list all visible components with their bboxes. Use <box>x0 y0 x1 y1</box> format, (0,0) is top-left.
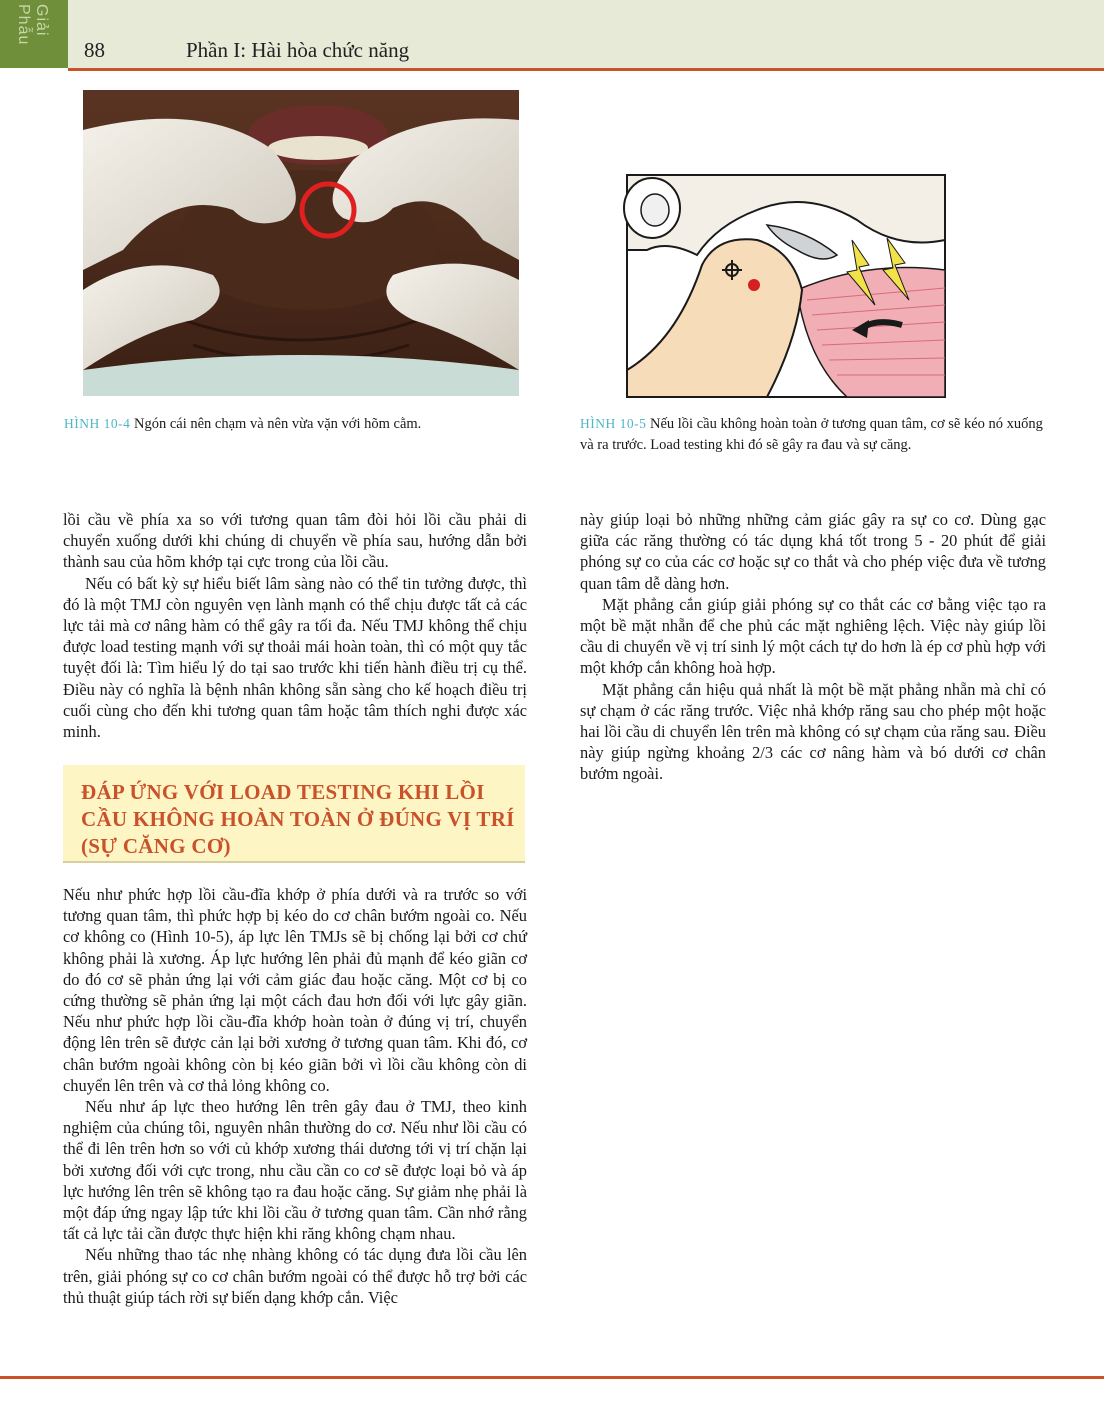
header-divider <box>68 68 1104 71</box>
caption-text: Nếu lồi cầu không hoàn toàn ở tương quan tâm, cơ sẽ kéo nó xuống và ra trước. Load testing khi đó sẽ gây ra đau và sự căng. <box>580 416 1043 453</box>
figure-label: HÌNH 10-5 <box>580 416 647 431</box>
figure-label: HÌNH 10-4 <box>64 416 131 431</box>
paragraph: Mặt phẳng cắn hiệu quả nhất là một bề mặt phẳng nhẵn mà chỉ có sự chạm ở các răng trước. Việc nhả khớp răng sau cho phép một hoặc hai lồi cầu di chuyển lên trên mà không có sự chạm của răng sau. Điều này giúp ngừng khoảng 2/3 các cơ nâng hàm và bó dưới cơ chân bướm ngoài. <box>580 679 1046 784</box>
paragraph: lồi cầu về phía xa so với tương quan tâm đòi hỏi lồi cầu phải di chuyển xuống dưới khi chúng di chuyển về phía sau, hướng dẫn bởi thành sau của hõm khớp tại cực trong của lồi cầu. <box>63 510 527 572</box>
clinical-photo-illustration <box>83 90 519 396</box>
paragraph: Nếu có bất kỳ sự hiểu biết lâm sàng nào có thể tin tưởng được, thì đó là một TMJ còn nguyên vẹn lành mạnh có thể chịu được tất cả các lực tải mà cơ nâng hàm có thể gây ra tối đa. Nếu TMJ không thể chịu được load testing mạnh với sự thoải mái hoàn toàn, thì có một quy tắc tuyệt đối là: Tìm hiểu lý do tại sao trước khi tiến hành điều trị cụ thể. Điều này có nghĩa là bệnh nhân không sẵn sàng cho kế hoạch điều trị cuối cùng cho đến khi tương quan tâm hoặc tâm thích nghi được xác minh. <box>63 573 527 742</box>
figure-10-5-diagram <box>607 170 947 400</box>
page-number: 88 <box>84 38 105 62</box>
footer-divider <box>0 1376 1104 1379</box>
paragraph: Mặt phẳng cắn giúp giải phóng sự co thắt các cơ bằng việc tạo ra một bề mặt nhẵn để che phủ các mặt nghiêng lệch. Việc này giúp lồi cầu di chuyển về vị trí sinh lý một cách tự do hơn là ép cơ phù hợp với một khớp cắn không hoà hợp. <box>580 594 1046 678</box>
caption-text: Ngón cái nên chạm và nên vừa vặn với hõm cằm. <box>134 416 422 432</box>
figure-10-4-caption <box>64 413 524 435</box>
tmj-diagram-illustration <box>607 170 947 400</box>
right-column <box>580 509 1046 785</box>
side-tab-label: Giải Phẫu <box>15 4 50 46</box>
left-column-top <box>63 509 527 742</box>
paragraph: Nếu những thao tác nhẹ nhàng không có tác dụng đưa lồi cầu lên trên, giải phóng sự co cơ chân bướm ngoài có thể được hỗ trợ bởi các thủ thuật giúp tách rời sự biến dạng khớp cắn. Việc <box>63 1245 527 1307</box>
running-head: Phần I: Hài hòa chức năng <box>186 38 410 62</box>
page-header <box>0 0 1104 68</box>
paragraph: Nếu như phức hợp lồi cầu-đĩa khớp ở phía dưới và ra trước so với tương quan tâm, thì phức hợp bị kéo do cơ chân bướm ngoài co. Nếu cơ không co (Hình 10-5), áp lực lên TMJs sẽ bị chống lại bởi cơ chứ không phải là xương. Áp lực hướng lên phải đủ mạnh để kéo giãn cơ do đó cơ sẽ phản ứng lại với cảm giác đau hoặc căng. Một cơ bị co cứng thường sẽ phản ứng lại một cách đau hơn đối với lực gây giãn. Nếu như phức hợp lồi cầu-đĩa khớp hoàn toàn ở đúng vị trí, chuyển động lên trên sẽ được cản lại bởi xương ở tương quan tâm. Khi đó, cơ chân bướm ngoài không còn bị kéo giãn bởi vì lồi cầu không còn di chuyển lên trên và cơ thả lỏng không co. <box>63 885 527 1095</box>
left-column-bottom <box>63 884 527 1308</box>
section-heading: ĐÁP ỨNG VỚI LOAD TESTING KHI LỒI CẦU KHÔNG HOÀN TOÀN Ở ĐÚNG VỊ TRÍ (SỰ CĂNG CƠ) <box>81 780 515 858</box>
figure-10-4-photo <box>83 90 519 396</box>
section-side-tab <box>0 0 68 68</box>
figure-10-5-caption <box>580 413 1050 456</box>
paragraph: Nếu như áp lực theo hướng lên trên gây đau ở TMJ, theo kinh nghiệm của chúng tôi, nguyên nhân thường do cơ. Nếu như lồi cầu có thể đi lên trên hơn so với củ khớp xương thái dương tới vị trí chặn lại bởi xương đối với cực trong, nhu cầu cần co cơ sẽ được loại bỏ và áp lực hướng lên trên sẽ không tạo ra đau hoặc căng. Sự giảm nhẹ phải là một đáp ứng ngay lập tức khi lồi cầu ở tương quan tâm. Cần nhớ rằng tất cả lực tải cần được thực hiện khi răng không chạm nhau. <box>63 1097 527 1244</box>
section-heading-callout <box>63 765 525 863</box>
paragraph: này giúp loại bỏ những những cảm giác gây ra sự co cơ. Dùng gạc giữa các răng thường có tác dụng khá tốt trong 5 - 20 phút để giải phóng sự co của các cơ hoặc sự co thắt và cho phép việc đưa về tương quan tâm dễ dàng hơn. <box>580 510 1046 593</box>
